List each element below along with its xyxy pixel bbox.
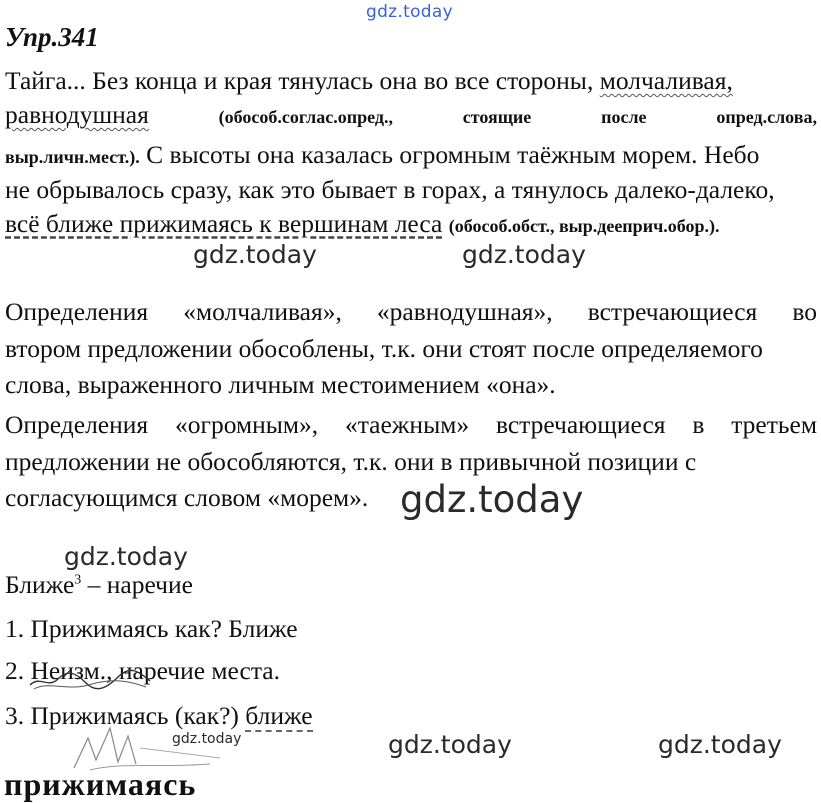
- text-segment: Тайга... Без конца и края тянулась она во все стороны,: [5, 66, 594, 95]
- bottom-word: прижимаясь: [4, 766, 197, 802]
- paragraph-1-line-1: [5, 299, 817, 325]
- word: в: [692, 410, 705, 439]
- word: во: [792, 297, 817, 326]
- watermark-left: gdz.today: [64, 542, 188, 571]
- text-line-3: [5, 142, 759, 168]
- adverb-underlined: ближе: [245, 701, 313, 730]
- item-number: 2.: [5, 656, 31, 685]
- adverbial-phrase: всё ближе прижимаясь к вершинам леса: [5, 209, 443, 238]
- note-text: выр.личн.мест.).: [5, 147, 140, 167]
- item-text: Неизм., наречие места.: [30, 656, 280, 685]
- paragraph-2-line-1: [5, 412, 817, 438]
- watermark-mid-2: gdz.today: [462, 240, 586, 269]
- superscript: 3: [74, 572, 82, 588]
- definition-word: молчаливая,: [599, 66, 733, 95]
- word: Определения: [5, 410, 149, 439]
- note-word: опред.слова,: [716, 107, 817, 127]
- word: «таежным»: [344, 410, 470, 439]
- word: третьем: [731, 410, 817, 439]
- text-line-5: [5, 211, 719, 237]
- paragraph-2-line-3: согласующимся словом «морем».: [5, 483, 369, 512]
- text-line-4: не обрывалось сразу, как это бывает в горах, а тянулось далеко-далеко,: [5, 175, 775, 204]
- watermark-small: gdz.today: [172, 731, 242, 747]
- paragraph-1-line-2: втором предложении обособлены, т.к. они стоят после определяемого: [5, 334, 763, 363]
- handwritten-scribble: [28, 667, 153, 693]
- watermark-bottom-2: gdz.today: [658, 730, 782, 759]
- text-line-1: [5, 68, 733, 94]
- watermark-mid-1: gdz.today: [193, 240, 317, 269]
- note-word: стоящие: [462, 107, 532, 127]
- watermark-top: gdz.today: [366, 2, 453, 22]
- analysis-heading: [5, 572, 193, 598]
- watermark-big: gdz.today: [400, 478, 584, 521]
- word: встречающиеся: [495, 410, 666, 439]
- text-segment: С высоты она казалась огромным таёжным морем. Небо: [146, 140, 760, 169]
- paragraph-1-line-3: слова, выраженного личным местоимением «она».: [5, 370, 556, 399]
- item-text: 3. Прижимаясь (как?): [5, 701, 246, 730]
- text-line-2: [5, 102, 817, 128]
- exercise-title: Упр.341: [5, 22, 99, 52]
- definition-word: равнодушная: [5, 100, 149, 129]
- word: «равнодушная»,: [376, 297, 553, 326]
- note-word: после: [601, 107, 647, 127]
- part-of-speech: – наречие: [81, 570, 193, 599]
- paragraph-2-line-2: предложении не обособляются, т.к. они в привычной позиции с: [5, 447, 697, 476]
- word: встречающиеся: [587, 297, 758, 326]
- note-word: (обособ.соглас.опред.,: [218, 107, 393, 127]
- word: «огромным»,: [174, 410, 319, 439]
- word: Определения: [5, 297, 149, 326]
- note-text: (обособ.обст., выр.дееприч.обор.).: [448, 216, 720, 236]
- word: «молчаливая»,: [183, 297, 342, 326]
- analyzed-word: Ближе: [5, 570, 75, 599]
- watermark-bottom-1: gdz.today: [388, 730, 512, 759]
- analysis-item-1: 1. Прижимаясь как? Ближе: [5, 614, 298, 643]
